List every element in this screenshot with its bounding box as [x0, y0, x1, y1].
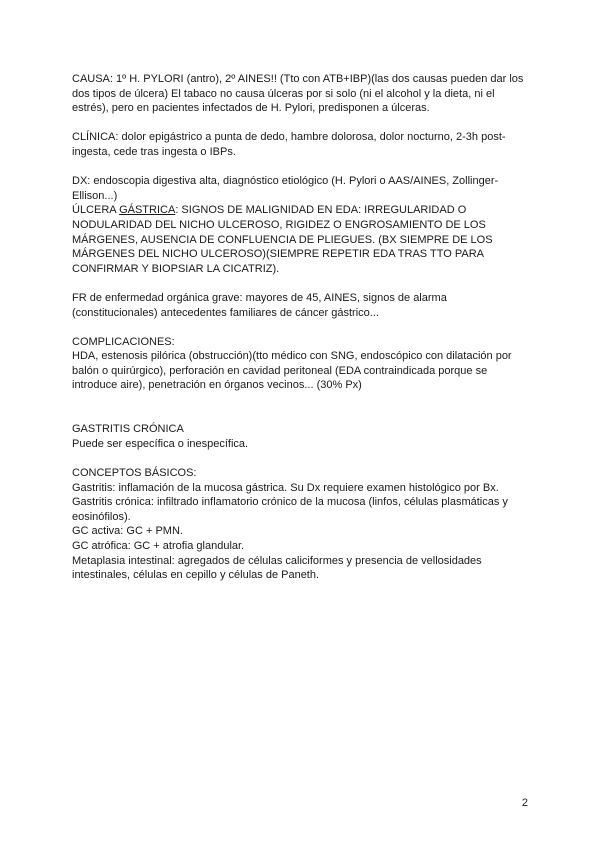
ulcera-rest: : SIGNOS DE MALIGNIDAD EN EDA: IRREGULARIDAD O NODULARIDAD DEL NICHO ULCEROSO, RIGIDEZ O ENGROSAMIENTO DE LOS MÁRGENES, AUSENCIA DE CONFLUENCIA DE PLIEGUES. (BX SIEMPRE DE LOS MÁRGENES DEL NICHO ULCEROSO)(SIEMPRE REPETIR EDA TRAS TTO PARA CONFIRMAR Y BIOPSIAR LA CICATRIZ). — [72, 204, 493, 275]
fr-paragraph: FR de enfermedad orgánica grave: mayores de 45, AINES, signos de alarma (constitucionales) antecedentes familiares de cáncer gástrico... — [72, 291, 447, 319]
conceptos-heading: CONCEPTOS BÁSICOS: — [72, 467, 197, 480]
complicaciones-heading: COMPLICACIONES: — [72, 335, 175, 348]
concepto-item: Metaplasia intestinal: agregados de células caliciformes y presencia de vellosidades intestinales, células en cepillo y células de Paneth. — [72, 554, 482, 582]
concepto-item: GC atrófica: GC + atrofia glandular. — [72, 540, 245, 552]
ulcera-gastrica-paragraph — [72, 203, 532, 276]
ulcera-underlined-term: GÁSTRICA — [119, 204, 176, 217]
causa-paragraph: CAUSA: 1º H. PYLORI (antro), 2º AINES!! (Tto con ATB+IBP)(las dos causas pueden dar los dos tipos de úlcera) El tabaco no causa úlceras por si solo (ni el alcohol y la dieta, ni el estrés), pero en pacientes infectados de H. Pylori, predisponen a úlceras. — [72, 73, 524, 115]
concepto-item: Gastritis: inflamación de la mucosa gástrica. Su Dx requiere examen histológico por Bx. — [72, 481, 499, 494]
dx-paragraph: DX: endoscopia digestiva alta, diagnóstico etiológico (H. Pylori o AAS/AINES, Zollinger-Ellison...) — [72, 175, 499, 202]
page-number: 2 — [521, 797, 528, 809]
document-body — [72, 72, 532, 583]
concepto-item: Gastritis crónica: infiltrado inflamatorio crónico de la mucosa (linfos, células plasmáticas y eosinófilos). — [72, 496, 508, 523]
concepto-item: GC activa: GC + PMN. — [72, 525, 183, 538]
complicaciones-paragraph: HDA, estenosis pilórica (obstrucción)(tto médico con SNG, endoscópico con dilatación por balón o quirúrgico), perforación en cavidad peritoneal (EDA contraindicada porque se introduce aire), penetración en órganos vecinos... (30% Px) — [72, 350, 512, 392]
clinica-paragraph: CLÍNICA: dolor epigástrico a punta de dedo, hambre dolorosa, dolor nocturno, 2-3h post-ingesta, cede tras ingesta o IBPs. — [72, 131, 506, 158]
ulcera-prefix: ÚLCERA — [72, 204, 120, 217]
gastritis-heading: GASTRITIS CRÓNICA — [72, 423, 184, 436]
gastritis-paragraph: Puede ser específica o inespecífica. — [72, 437, 249, 450]
